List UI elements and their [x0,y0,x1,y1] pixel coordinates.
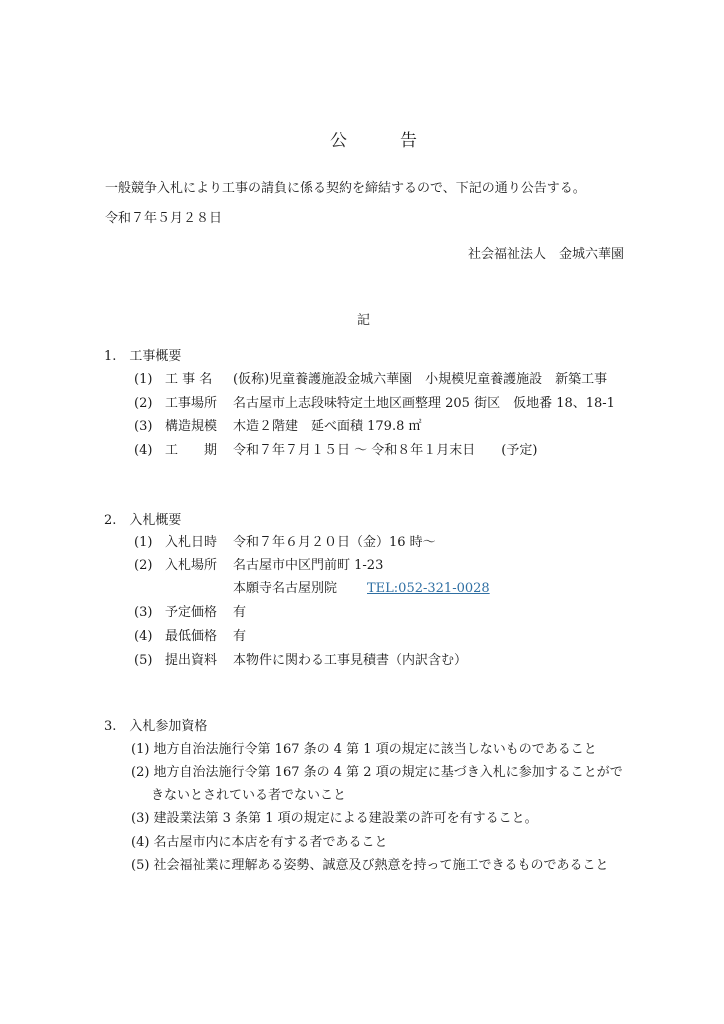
item-value: 令和７年６月２０日（金）16 時～ [233,535,436,550]
item-value: 木造２階建 延べ面積 179.8 ㎡ [233,419,422,434]
section-heading: 2. 入札概要 [104,513,182,528]
item-value: 名古屋市上志段味特定土地区画整理 205 街区 仮地番 18、18-1 [233,396,615,411]
item-value: 有 [233,629,247,644]
item-number: (2) [134,396,153,411]
item-number: (2) [134,558,153,573]
item-number: (4) [134,629,153,644]
item-label: 予定価格 [165,605,218,620]
item-label: 工 期 [165,443,218,458]
item-number: (3) [134,419,153,434]
section-heading: 1. 工事概要 [104,349,182,364]
item-label: 提出資料 [165,653,218,668]
page-title: 公 告 [330,131,435,151]
qualification-item: (1) 地方自治法施行令第 167 条の 4 第 1 項の規定に該当しないものであること [131,742,597,757]
place-line2: 本願寺名古屋別院 [233,581,338,596]
intro-text: 一般競争入札により工事の請負に係る契約を締結するので、下記の通り公告する。 [105,181,586,196]
item-label: 工 事 名 [165,372,213,387]
item-label: 最低価格 [165,629,218,644]
item-number: (1) [134,535,153,550]
item-label: 工事場所 [165,396,218,411]
item-number: (5) [134,653,153,668]
qualification-item: (4) 名古屋市内に本店を有する者であること [131,835,388,850]
item-number: (3) [134,605,153,620]
qualification-item: (3) 建設業法第 3 条第 1 項の規定による建設業の許可を有すること。 [131,811,538,826]
item-label: 入札場所 [165,558,218,573]
item-label: 入札日時 [165,535,218,550]
item-value: 本物件に関わる工事見積書（内訳含む） [233,653,468,668]
qualification-item: (5) 社会福祉業に理解ある姿勢、誠意及び熱意を持って施工できるものであること [131,858,609,873]
notice-date: 令和７年５月２８日 [105,211,223,226]
section-heading: 3. 入札参加資格 [104,719,208,734]
item-value: 有 [233,605,247,620]
qualification-item-continued: きないとされている者でないこと [151,788,347,803]
item-number: (4) [134,443,153,458]
issuer-name: 社会福祉法人 金城六華園 [468,247,625,262]
item-value: (仮称)児童養護施設金城六華園 小規模児童養護施設 新築工事 [233,372,608,387]
item-value: 令和７年７月１５日 ～ 令和８年１月末日 (予定) [233,443,538,458]
tel-link[interactable]: TEL:052-321-0028 [367,581,490,596]
item-value: 名古屋市中区門前町 1-23 [233,558,384,573]
ki-heading: 記 [357,313,371,328]
item-number: (1) [134,372,153,387]
qualification-item: (2) 地方自治法施行令第 167 条の 4 第 2 項の規定に基づき入札に参加することがで [131,765,623,780]
item-label: 構造規模 [165,419,218,434]
